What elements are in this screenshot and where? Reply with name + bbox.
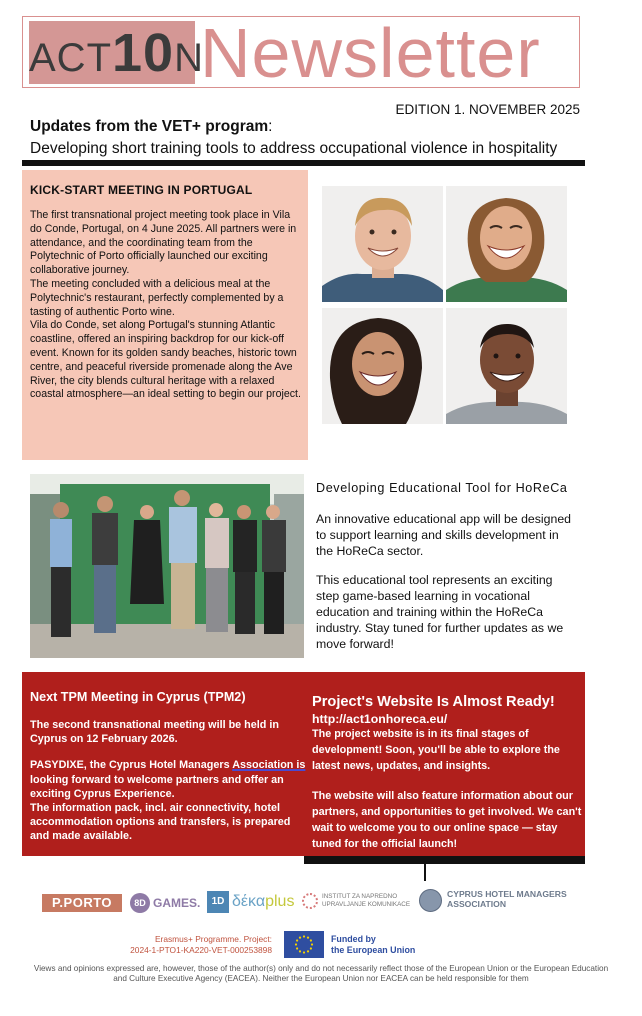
smiling-man-dark-skin-photo: [446, 308, 567, 424]
tpm-paragraph: The information pack, incl. air connectivity, hotel accommodation options and transfers, is prepared and made available.: [30, 802, 291, 843]
kickstart-body: [30, 209, 302, 402]
updates-heading: [30, 118, 272, 136]
logo-prefix: ACT: [29, 36, 112, 80]
kickstart-paragraph: The first transnational project meeting took place in Vila do Conde, Portugal, on 4 June 2025. All partners were in attendance, and the coordinating team from the Polytechnic of Porto officially launched our exciting collaborative journey.: [30, 209, 297, 277]
website-paragraph: The website will also feature information about our partners, and opportunities to get involved. We can't wait to welcome you to our online space — stay tuned for the official launch!: [312, 790, 582, 850]
institut-ring-icon: [302, 893, 318, 909]
erasmus-project-code: [102, 934, 272, 956]
updates-bold: Updates from the VET+ program: [30, 118, 269, 135]
kickstart-paragraph: The meeting concluded with a delicious meal at the Polytechnic's restaurant, perfectly complemented by a tasting of authentic Porto wine.: [30, 277, 284, 318]
dekaplus-logo: [207, 891, 294, 913]
tpm-paragraph: [30, 758, 306, 801]
eu-line: the European Union: [331, 945, 416, 955]
tpm-body: [30, 718, 306, 856]
kickstart-paragraph: Vila do Conde, set along Portugal's stunning Atlantic coastline, offered an inspiring backdrop for our kick-off event. Known for its golden sandy beaches, historic town centre, and peaceful riverside promenade along the Ave River, the city blends cultural heritage with a relaxed coastal atmosphere—an ideal setting to begin our project.: [30, 319, 301, 401]
tpm-text: looking forward to welcome partners and offer an exciting Cyprus Experience.: [30, 773, 284, 800]
logo-suffix: N: [174, 36, 204, 80]
website-title: Project's Website Is Almost Ready!: [312, 694, 555, 710]
eu-flag-icon: [284, 931, 324, 958]
dekaplus-wordmark: δέκα: [232, 893, 266, 910]
8d-wordmark: GAMES.: [153, 896, 201, 910]
tool-paragraph: This educational tool represents an exciting step game-based learning in vocational education and training within the HoReCa industry. Stay tuned for further updates as we move forward!: [316, 573, 564, 651]
logo-number: 10: [112, 23, 175, 83]
tpm-title: Next TPM Meeting in Cyprus (TPM2): [30, 690, 246, 704]
association-link[interactable]: Association is: [232, 759, 306, 772]
tpm-paragraph: The second transnational meeting will be held in Cyprus on 12 February 2026.: [30, 719, 279, 746]
institut-logo: [302, 893, 422, 909]
tpm-text: PASYDIXE, the Cyprus Hotel Managers: [30, 759, 233, 772]
dekaplus-plus: plus: [265, 893, 295, 910]
smiling-man-photo: [322, 186, 443, 302]
laughing-woman-photo: [446, 186, 567, 302]
erasmus-line: 2024-1-PTO1-KA220-VET-000253898: [130, 945, 272, 955]
eu-line: Funded by: [331, 934, 376, 944]
website-url-link[interactable]: http://act1onhoreca.eu/: [312, 712, 448, 726]
website-paragraph: The project website is in its final stages of development! Soon, you'll be able to explore the latest news, updates, and insights.: [312, 728, 560, 772]
laughing-woman-dark-hair-photo: [322, 308, 443, 424]
eu-funding-label: [331, 934, 415, 956]
act1on-logo: [29, 23, 204, 84]
website-body: [312, 727, 582, 868]
p-porto-logo: P.PORTO: [42, 894, 122, 912]
8d-games-logo: [130, 893, 200, 913]
chma-emblem-icon: [419, 889, 442, 912]
institut-text: INSTITUT ZA NAPREDNO UPRAVLJANJE KOMUNIKACE: [322, 893, 411, 908]
newsletter-subtitle: Developing short training tools to address occupational violence in hospitality: [30, 140, 558, 157]
red-panel-divider: [22, 856, 304, 858]
eu-disclaimer: Views and opinions expressed are, however, those of the author(s) only and do not necessarily reflect those of the European Union or the European Education and Culture Executive Agency (EACEA). Neither the European Union nor EACEA can be held responsible for them: [33, 964, 609, 983]
team-group-photo: [30, 474, 304, 658]
tool-section-body: [316, 512, 578, 666]
edition-label: EDITION 1. NOVEMBER 2025: [395, 102, 580, 117]
newsletter-title: Newsletter: [200, 14, 541, 92]
dekaplus-mark: 1D: [207, 891, 229, 913]
tool-paragraph: An innovative educational app will be designed to support learning and skills development in the HoReCa sector.: [316, 512, 571, 558]
cyprus-hotel-managers-logo: [419, 889, 579, 909]
tool-section-title: Developing Educational Tool for HoReCa: [316, 481, 568, 495]
kickstart-title: KICK-START MEETING IN PORTUGAL: [30, 183, 253, 197]
top-divider: [22, 160, 585, 166]
8d-mark: 8D: [130, 893, 150, 913]
chma-text: CYPRUS HOTEL MANAGERS ASSOCIATION: [447, 889, 567, 909]
erasmus-line: Erasmus+ Programme. Project:: [154, 934, 272, 944]
updates-colon: :: [268, 118, 273, 135]
